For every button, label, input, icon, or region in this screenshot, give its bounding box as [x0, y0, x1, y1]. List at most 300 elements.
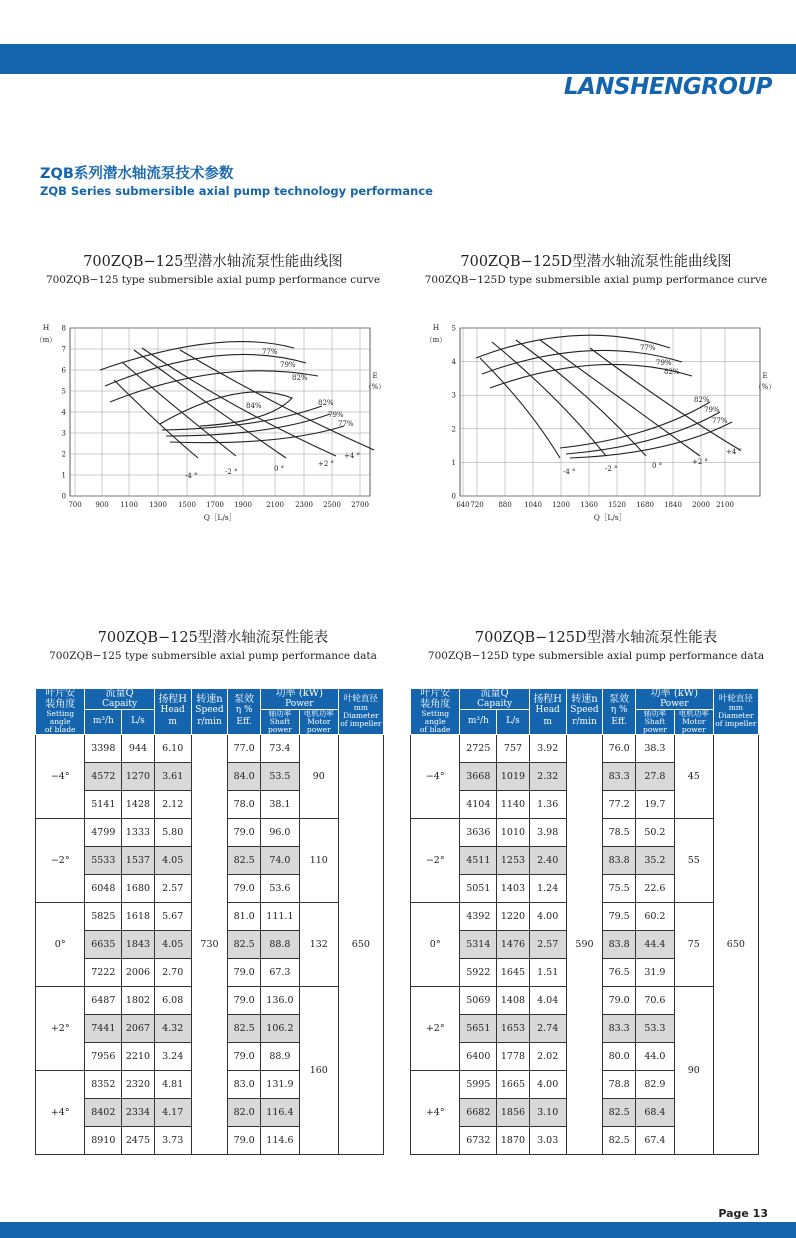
table-left-title — [40, 626, 386, 662]
angle-cell: 0° — [36, 902, 85, 986]
head-curve-minus4 — [114, 380, 198, 458]
curve-right-title — [420, 250, 772, 286]
flow-m3h-cell: 3668 — [460, 762, 497, 790]
eff-header-cn: 泵效 — [234, 694, 255, 706]
y-tick-label: 1 — [61, 471, 66, 480]
flow-ls-cell: 1220 — [497, 902, 530, 930]
flow-ls-cell: 1843 — [122, 930, 155, 958]
angle-label: 0 ° — [652, 462, 663, 470]
eff-cell: 77.2 — [603, 790, 636, 818]
flow-m3h-cell: 7956 — [85, 1042, 122, 1070]
motor-power-en: Motor power — [681, 717, 706, 734]
head-curve-0 — [516, 340, 646, 456]
eff-cell: 82.5 — [603, 1098, 636, 1126]
flow-m3h-cell: 5141 — [85, 790, 122, 818]
eff-header-en2: Eff. — [236, 717, 252, 728]
shaft-power-cell: 35.2 — [635, 846, 674, 874]
head-cell: 3.98 — [529, 818, 566, 846]
curve-left-title — [40, 250, 386, 286]
shaft-power-cell: 116.4 — [260, 1098, 299, 1126]
table-right-title-cn: 700ZQB−125D型潜水轴流泵性能表 — [474, 630, 718, 646]
eff-label: 77% — [640, 344, 656, 352]
dia-header-cn: 叶轮直径 — [343, 694, 378, 705]
motor-power-en: Motor power — [306, 717, 331, 734]
speed-header-unit: r/min — [197, 717, 222, 728]
head-cell: 5.80 — [154, 818, 191, 846]
flow-ls-cell: 1645 — [497, 958, 530, 986]
dia-header-en: Diameter of impeller — [715, 710, 757, 728]
flow-header-cn: 流量Q — [105, 688, 134, 699]
head-header-cn: 扬程H — [158, 694, 188, 706]
eff-label: 82% — [318, 399, 334, 407]
eff-cell: 79.0 — [228, 874, 261, 902]
motor-power-header — [674, 709, 713, 734]
y-tick-label: 0 — [61, 492, 66, 501]
shaft-power-cn: 轴功率 — [643, 709, 667, 719]
speed-cell: 590 — [566, 734, 603, 1154]
motor-power-header — [299, 709, 338, 734]
shaft-power-cell: 96.0 — [260, 818, 299, 846]
col-eff-header — [228, 689, 261, 735]
flow-m3h-cell: 5533 — [85, 846, 122, 874]
shaft-power-cell: 70.6 — [635, 986, 674, 1014]
eff-cell: 79.0 — [228, 986, 261, 1014]
eff-label: 77% — [712, 417, 728, 425]
x-tick-label: 900 — [95, 501, 109, 509]
eff-cell: 80.0 — [603, 1042, 636, 1070]
head-cell: 3.61 — [154, 762, 191, 790]
flow-m3h-cell: 6048 — [85, 874, 122, 902]
angle-label: +4 ° — [344, 452, 361, 460]
shaft-power-cell: 19.7 — [635, 790, 674, 818]
flow-header-en: Capaity — [102, 698, 138, 709]
angle-cell: +2° — [36, 986, 85, 1070]
col-head-header — [154, 689, 191, 735]
x-tick-label: 1700 — [206, 501, 224, 509]
col-angle-header — [411, 689, 460, 735]
angle-label: -2 ° — [605, 465, 618, 473]
angle-label: -4 ° — [185, 472, 198, 480]
head-cell: 4.04 — [529, 986, 566, 1014]
x-tick-label: 2300 — [295, 501, 313, 509]
eff-cell: 82.5 — [228, 846, 261, 874]
shaft-power-cell: 106.2 — [260, 1014, 299, 1042]
eff-label: 82% — [292, 374, 308, 382]
y-tick-label: 3 — [451, 391, 456, 400]
y-tick-label: 2 — [451, 425, 456, 434]
shaft-power-cell: 38.1 — [260, 790, 299, 818]
x-axis-label: Q［L/s］ — [593, 513, 627, 522]
x-tick-label: 1200 — [552, 501, 570, 509]
angle-cell: +4° — [36, 1070, 85, 1154]
col-flow-header — [460, 689, 529, 710]
flow-m3h-cell: 4572 — [85, 762, 122, 790]
eff-label: 77% — [262, 348, 278, 356]
eff-cell: 84.0 — [228, 762, 261, 790]
eff-header-en: η % — [610, 704, 628, 715]
x-tick-label: 880 — [498, 501, 512, 509]
x-tick-label: 2100 — [266, 501, 284, 509]
speed-header-en: Speed — [570, 704, 599, 715]
flow-m3h-cell: 5051 — [460, 874, 497, 902]
motor-power-cell: 160 — [299, 986, 338, 1154]
shaft-power-cell: 44.4 — [635, 930, 674, 958]
flow-ls-cell: 1270 — [122, 762, 155, 790]
angle-cell: −4° — [411, 734, 460, 818]
y-tick-label: 4 — [451, 358, 456, 367]
head-cell: 3.24 — [154, 1042, 191, 1070]
x-tick-label: 1520 — [608, 501, 626, 509]
head-cell: 3.10 — [529, 1098, 566, 1126]
motor-power-cn: 电机功率 — [303, 709, 334, 719]
bottom-banner — [0, 1222, 796, 1238]
flow-ls-cell: 2006 — [122, 958, 155, 986]
head-cell: 2.32 — [529, 762, 566, 790]
flow-unit-m3h: m³/h — [460, 709, 497, 734]
head-cell: 3.73 — [154, 1126, 191, 1154]
eff-cell: 78.0 — [228, 790, 261, 818]
x-axis-label: Q［L/s］ — [203, 513, 237, 522]
table-left-title-cn: 700ZQB−125型潜水轴流泵性能表 — [97, 630, 329, 646]
angle-header-cn: 叶片安 装角度 — [45, 688, 76, 710]
flow-m3h-cell: 5069 — [460, 986, 497, 1014]
y-tick-label: 3 — [61, 429, 66, 438]
flow-ls-cell: 1778 — [497, 1042, 530, 1070]
shaft-power-cell: 31.9 — [635, 958, 674, 986]
speed-header-unit: r/min — [572, 717, 597, 728]
flow-m3h-cell: 6487 — [85, 986, 122, 1014]
speed-header-en: Speed — [195, 704, 224, 715]
motor-power-cell: 90 — [299, 734, 338, 818]
x-tick-label: 1840 — [664, 501, 682, 509]
shaft-power-cell: 67.3 — [260, 958, 299, 986]
head-cell: 3.03 — [529, 1126, 566, 1154]
eff-cell: 77.0 — [228, 734, 261, 762]
dia-header-cn: 叶轮直径 — [718, 694, 753, 705]
angle-cell: +2° — [411, 986, 460, 1070]
flow-ls-cell: 1408 — [497, 986, 530, 1014]
flow-ls-cell: 2210 — [122, 1042, 155, 1070]
shaft-power-header — [260, 709, 299, 734]
shaft-power-cn: 轴功率 — [268, 709, 292, 719]
y-tick-label: 2 — [61, 450, 66, 459]
motor-power-cell: 55 — [674, 818, 713, 902]
eff-cell: 79.0 — [228, 1126, 261, 1154]
head-cell: 2.74 — [529, 1014, 566, 1042]
flow-unit-ls: L/s — [122, 709, 155, 734]
col-power-header — [635, 689, 713, 710]
head-cell: 6.08 — [154, 986, 191, 1014]
shaft-power-en: Shaft power — [643, 717, 667, 734]
motor-power-cell: 75 — [674, 902, 713, 986]
diameter-cell: 650 — [338, 734, 383, 1154]
angle-header-en: Setting angle of blade — [44, 709, 76, 734]
angle-label: +4 ° — [726, 448, 743, 456]
head-cell: 1.51 — [529, 958, 566, 986]
shaft-power-cell: 88.8 — [260, 930, 299, 958]
flow-ls-cell: 1680 — [122, 874, 155, 902]
head-cell: 1.24 — [529, 874, 566, 902]
flow-ls-cell: 2320 — [122, 1070, 155, 1098]
head-cell: 4.05 — [154, 930, 191, 958]
flow-ls-cell: 2475 — [122, 1126, 155, 1154]
eff-cell: 82.0 — [228, 1098, 261, 1126]
curve-right-labels — [426, 323, 776, 522]
x-tick-label: 700 — [68, 501, 82, 509]
head-header-en: Head — [535, 704, 560, 715]
head-cell: 2.57 — [529, 930, 566, 958]
angle-label: -2 ° — [225, 468, 238, 476]
head-cell: 2.12 — [154, 790, 191, 818]
x-tick-label: 2500 — [323, 501, 341, 509]
y-axis-label: H — [432, 323, 440, 332]
flow-m3h-cell: 5922 — [460, 958, 497, 986]
speed-header-cn: 转速n — [196, 694, 223, 706]
dia-header-unit: mm — [728, 703, 743, 713]
shaft-power-cell: 22.6 — [635, 874, 674, 902]
curve-left-title-cn: 700ZQB−125型潜水轴流泵性能曲线图 — [83, 254, 343, 270]
x-tick-label: 1360 — [580, 501, 598, 509]
table-row — [411, 734, 759, 762]
angle-cell: 0° — [411, 902, 460, 986]
head-cell: 4.00 — [529, 902, 566, 930]
shaft-power-en: Shaft power — [268, 717, 292, 734]
head-header-en: Head — [160, 704, 185, 715]
head-cell: 5.67 — [154, 902, 191, 930]
eff-cell: 83.8 — [603, 846, 636, 874]
shaft-power-cell: 27.8 — [635, 762, 674, 790]
head-curve-minus4 — [480, 358, 560, 458]
shaft-power-cell: 73.4 — [260, 734, 299, 762]
y-tick-label: 4 — [61, 408, 66, 417]
angle-label: 0 ° — [274, 465, 285, 473]
flow-m3h-cell: 8352 — [85, 1070, 122, 1098]
head-cell: 2.57 — [154, 874, 191, 902]
flow-m3h-cell: 7441 — [85, 1014, 122, 1042]
head-curve-0 — [134, 350, 286, 458]
eff-curve-84 — [160, 392, 292, 426]
flow-ls-cell: 1618 — [122, 902, 155, 930]
eff-label: 79% — [656, 359, 672, 367]
shaft-power-cell: 68.4 — [635, 1098, 674, 1126]
flow-m3h-cell: 3398 — [85, 734, 122, 762]
shaft-power-cell: 131.9 — [260, 1070, 299, 1098]
power-header-cn: 功率 (kW) — [650, 688, 698, 699]
head-cell: 4.81 — [154, 1070, 191, 1098]
y-tick-label: 7 — [61, 345, 66, 354]
table-header-row-1 — [411, 689, 759, 710]
power-header-en: Power — [660, 698, 689, 709]
head-cell: 3.92 — [529, 734, 566, 762]
eff-label: 84% — [246, 402, 262, 410]
flow-ls-cell: 757 — [497, 734, 530, 762]
top-banner — [0, 44, 796, 74]
eff-cell: 82.5 — [603, 1126, 636, 1154]
shaft-power-cell: 74.0 — [260, 846, 299, 874]
flow-ls-cell: 1333 — [122, 818, 155, 846]
eff-label: 79% — [704, 406, 720, 414]
flow-m3h-cell: 5995 — [460, 1070, 497, 1098]
shaft-power-cell: 53.5 — [260, 762, 299, 790]
angle-label: -4 ° — [563, 468, 576, 476]
shaft-power-header — [635, 709, 674, 734]
flow-ls-cell: 1403 — [497, 874, 530, 902]
y-tick-label: 5 — [451, 324, 456, 333]
angle-cell: −2° — [411, 818, 460, 902]
col-speed-header — [191, 689, 228, 735]
flow-m3h-cell: 2725 — [460, 734, 497, 762]
flow-ls-cell: 1870 — [497, 1126, 530, 1154]
shaft-power-cell: 53.6 — [260, 874, 299, 902]
motor-power-cell: 90 — [674, 986, 713, 1154]
col-speed-header — [566, 689, 603, 735]
eff-cell: 79.5 — [603, 902, 636, 930]
flow-ls-cell: 2334 — [122, 1098, 155, 1126]
curve-left-labels — [36, 323, 386, 522]
angle-cell: −2° — [36, 818, 85, 902]
table-right-title-en: 700ZQB−125D type submersible axial pump performance data — [427, 650, 765, 662]
shaft-power-cell: 67.4 — [635, 1126, 674, 1154]
shaft-power-cell: 88.9 — [260, 1042, 299, 1070]
flow-m3h-cell: 4392 — [460, 902, 497, 930]
head-header-cn: 扬程H — [533, 694, 563, 706]
y-axis-label: H — [42, 323, 50, 332]
flow-m3h-cell: 6635 — [85, 930, 122, 958]
eff-cell: 79.0 — [228, 818, 261, 846]
section-title-en: ZQB Series submersible axial pump technology performance — [40, 184, 433, 198]
angle-header-en: Setting angle of blade — [419, 709, 451, 734]
angle-cell: −4° — [36, 734, 85, 818]
dia-header-unit: mm — [353, 703, 368, 713]
y-tick-label: 6 — [61, 366, 66, 375]
flow-header-en: Capaity — [477, 698, 513, 709]
shaft-power-cell: 38.3 — [635, 734, 674, 762]
x-tick-label: 1040 — [524, 501, 542, 509]
x-tick-label: 1900 — [234, 501, 252, 509]
flow-ls-cell: 1856 — [497, 1098, 530, 1126]
y-axis-unit: （m） — [35, 336, 57, 344]
x-tick-label: 2100 — [716, 501, 734, 509]
eff-header-en: η % — [235, 704, 253, 715]
flow-m3h-cell: 4104 — [460, 790, 497, 818]
flow-m3h-cell: 6400 — [460, 1042, 497, 1070]
flow-header-cn: 流量Q — [480, 688, 509, 699]
speed-cell: 730 — [191, 734, 228, 1154]
dia-header-en: Diameter of impeller — [340, 710, 382, 728]
shaft-power-cell: 114.6 — [260, 1126, 299, 1154]
flow-unit-m3h: m³/h — [85, 709, 122, 734]
eff-cell: 78.5 — [603, 818, 636, 846]
flow-m3h-cell: 8402 — [85, 1098, 122, 1126]
col-angle-header — [36, 689, 85, 735]
x-tick-label: 2700 — [351, 501, 369, 509]
curve-left-chart — [30, 318, 390, 528]
curve-right-title-en: 700ZQB−125D type submersible axial pump performance curve — [424, 274, 768, 286]
flow-ls-cell: 1802 — [122, 986, 155, 1014]
flow-m3h-cell: 5651 — [460, 1014, 497, 1042]
flow-ls-cell: 1428 — [122, 790, 155, 818]
head-cell: 4.32 — [154, 1014, 191, 1042]
y-tick-label: 8 — [61, 324, 66, 333]
col-power-header — [260, 689, 338, 710]
eff-axis-unit: （%） — [754, 383, 776, 391]
flow-m3h-cell: 6682 — [460, 1098, 497, 1126]
motor-power-cell: 110 — [299, 818, 338, 902]
flow-m3h-cell: 7222 — [85, 958, 122, 986]
eff-axis-label: E — [372, 372, 378, 380]
flow-ls-cell: 1019 — [497, 762, 530, 790]
table-header-row-1 — [36, 689, 384, 710]
flow-unit-ls: L/s — [497, 709, 530, 734]
eff-header-cn: 泵效 — [609, 694, 630, 706]
flow-m3h-cell: 5314 — [460, 930, 497, 958]
shaft-power-cell: 82.9 — [635, 1070, 674, 1098]
eff-cell: 79.0 — [228, 958, 261, 986]
eff-label: 79% — [328, 411, 344, 419]
head-header-unit: m — [543, 717, 552, 728]
flow-m3h-cell: 6732 — [460, 1126, 497, 1154]
eff-cell: 79.0 — [228, 1042, 261, 1070]
x-tick-label: 1500 — [178, 501, 196, 509]
shaft-power-cell: 50.2 — [635, 818, 674, 846]
table-left-title-en: 700ZQB−125 type submersible axial pump performance data — [49, 650, 377, 662]
shaft-power-cell: 53.3 — [635, 1014, 674, 1042]
eff-curve-82-upper — [490, 364, 692, 388]
flow-ls-cell: 1537 — [122, 846, 155, 874]
eff-curve-82-upper — [110, 371, 318, 402]
table-right-title — [420, 626, 772, 662]
diameter-cell: 650 — [713, 734, 758, 1154]
curve-right-chart — [420, 318, 780, 528]
x-tick-label: 1680 — [636, 501, 654, 509]
head-cell: 1.36 — [529, 790, 566, 818]
performance-table-left — [35, 688, 384, 1155]
head-cell: 4.00 — [529, 1070, 566, 1098]
eff-label: 82% — [664, 368, 680, 376]
motor-power-cell: 45 — [674, 734, 713, 818]
head-cell: 4.17 — [154, 1098, 191, 1126]
shaft-power-cell: 44.0 — [635, 1042, 674, 1070]
shaft-power-cell: 136.0 — [260, 986, 299, 1014]
shaft-power-cell: 111.1 — [260, 902, 299, 930]
eff-cell: 82.5 — [228, 930, 261, 958]
head-cell: 6.10 — [154, 734, 191, 762]
flow-ls-cell: 1476 — [497, 930, 530, 958]
head-curve-plus2 — [540, 340, 700, 456]
shaft-power-cell: 60.2 — [635, 902, 674, 930]
head-cell: 2.40 — [529, 846, 566, 874]
flow-ls-cell: 1665 — [497, 1070, 530, 1098]
eff-label: 79% — [280, 361, 296, 369]
flow-ls-cell: 1653 — [497, 1014, 530, 1042]
eff-header-en2: Eff. — [611, 717, 627, 728]
x-tick-label: 640 — [456, 501, 470, 509]
section-title-cn: ZQB系列潜水轴流泵技术参数 — [40, 166, 234, 182]
eff-cell: 83.3 — [603, 1014, 636, 1042]
flow-m3h-cell: 4511 — [460, 846, 497, 874]
flow-ls-cell: 1253 — [497, 846, 530, 874]
table-row — [36, 734, 384, 762]
speed-header-cn: 转速n — [571, 694, 598, 706]
eff-cell: 76.5 — [603, 958, 636, 986]
curve-right-title-cn: 700ZQB−125D型潜水轴流泵性能曲线图 — [460, 254, 732, 270]
col-head-header — [529, 689, 566, 735]
eff-cell: 83.8 — [603, 930, 636, 958]
col-eff-header — [603, 689, 636, 735]
eff-label: 77% — [338, 420, 354, 428]
eff-cell: 83.3 — [603, 762, 636, 790]
eff-cell: 76.0 — [603, 734, 636, 762]
